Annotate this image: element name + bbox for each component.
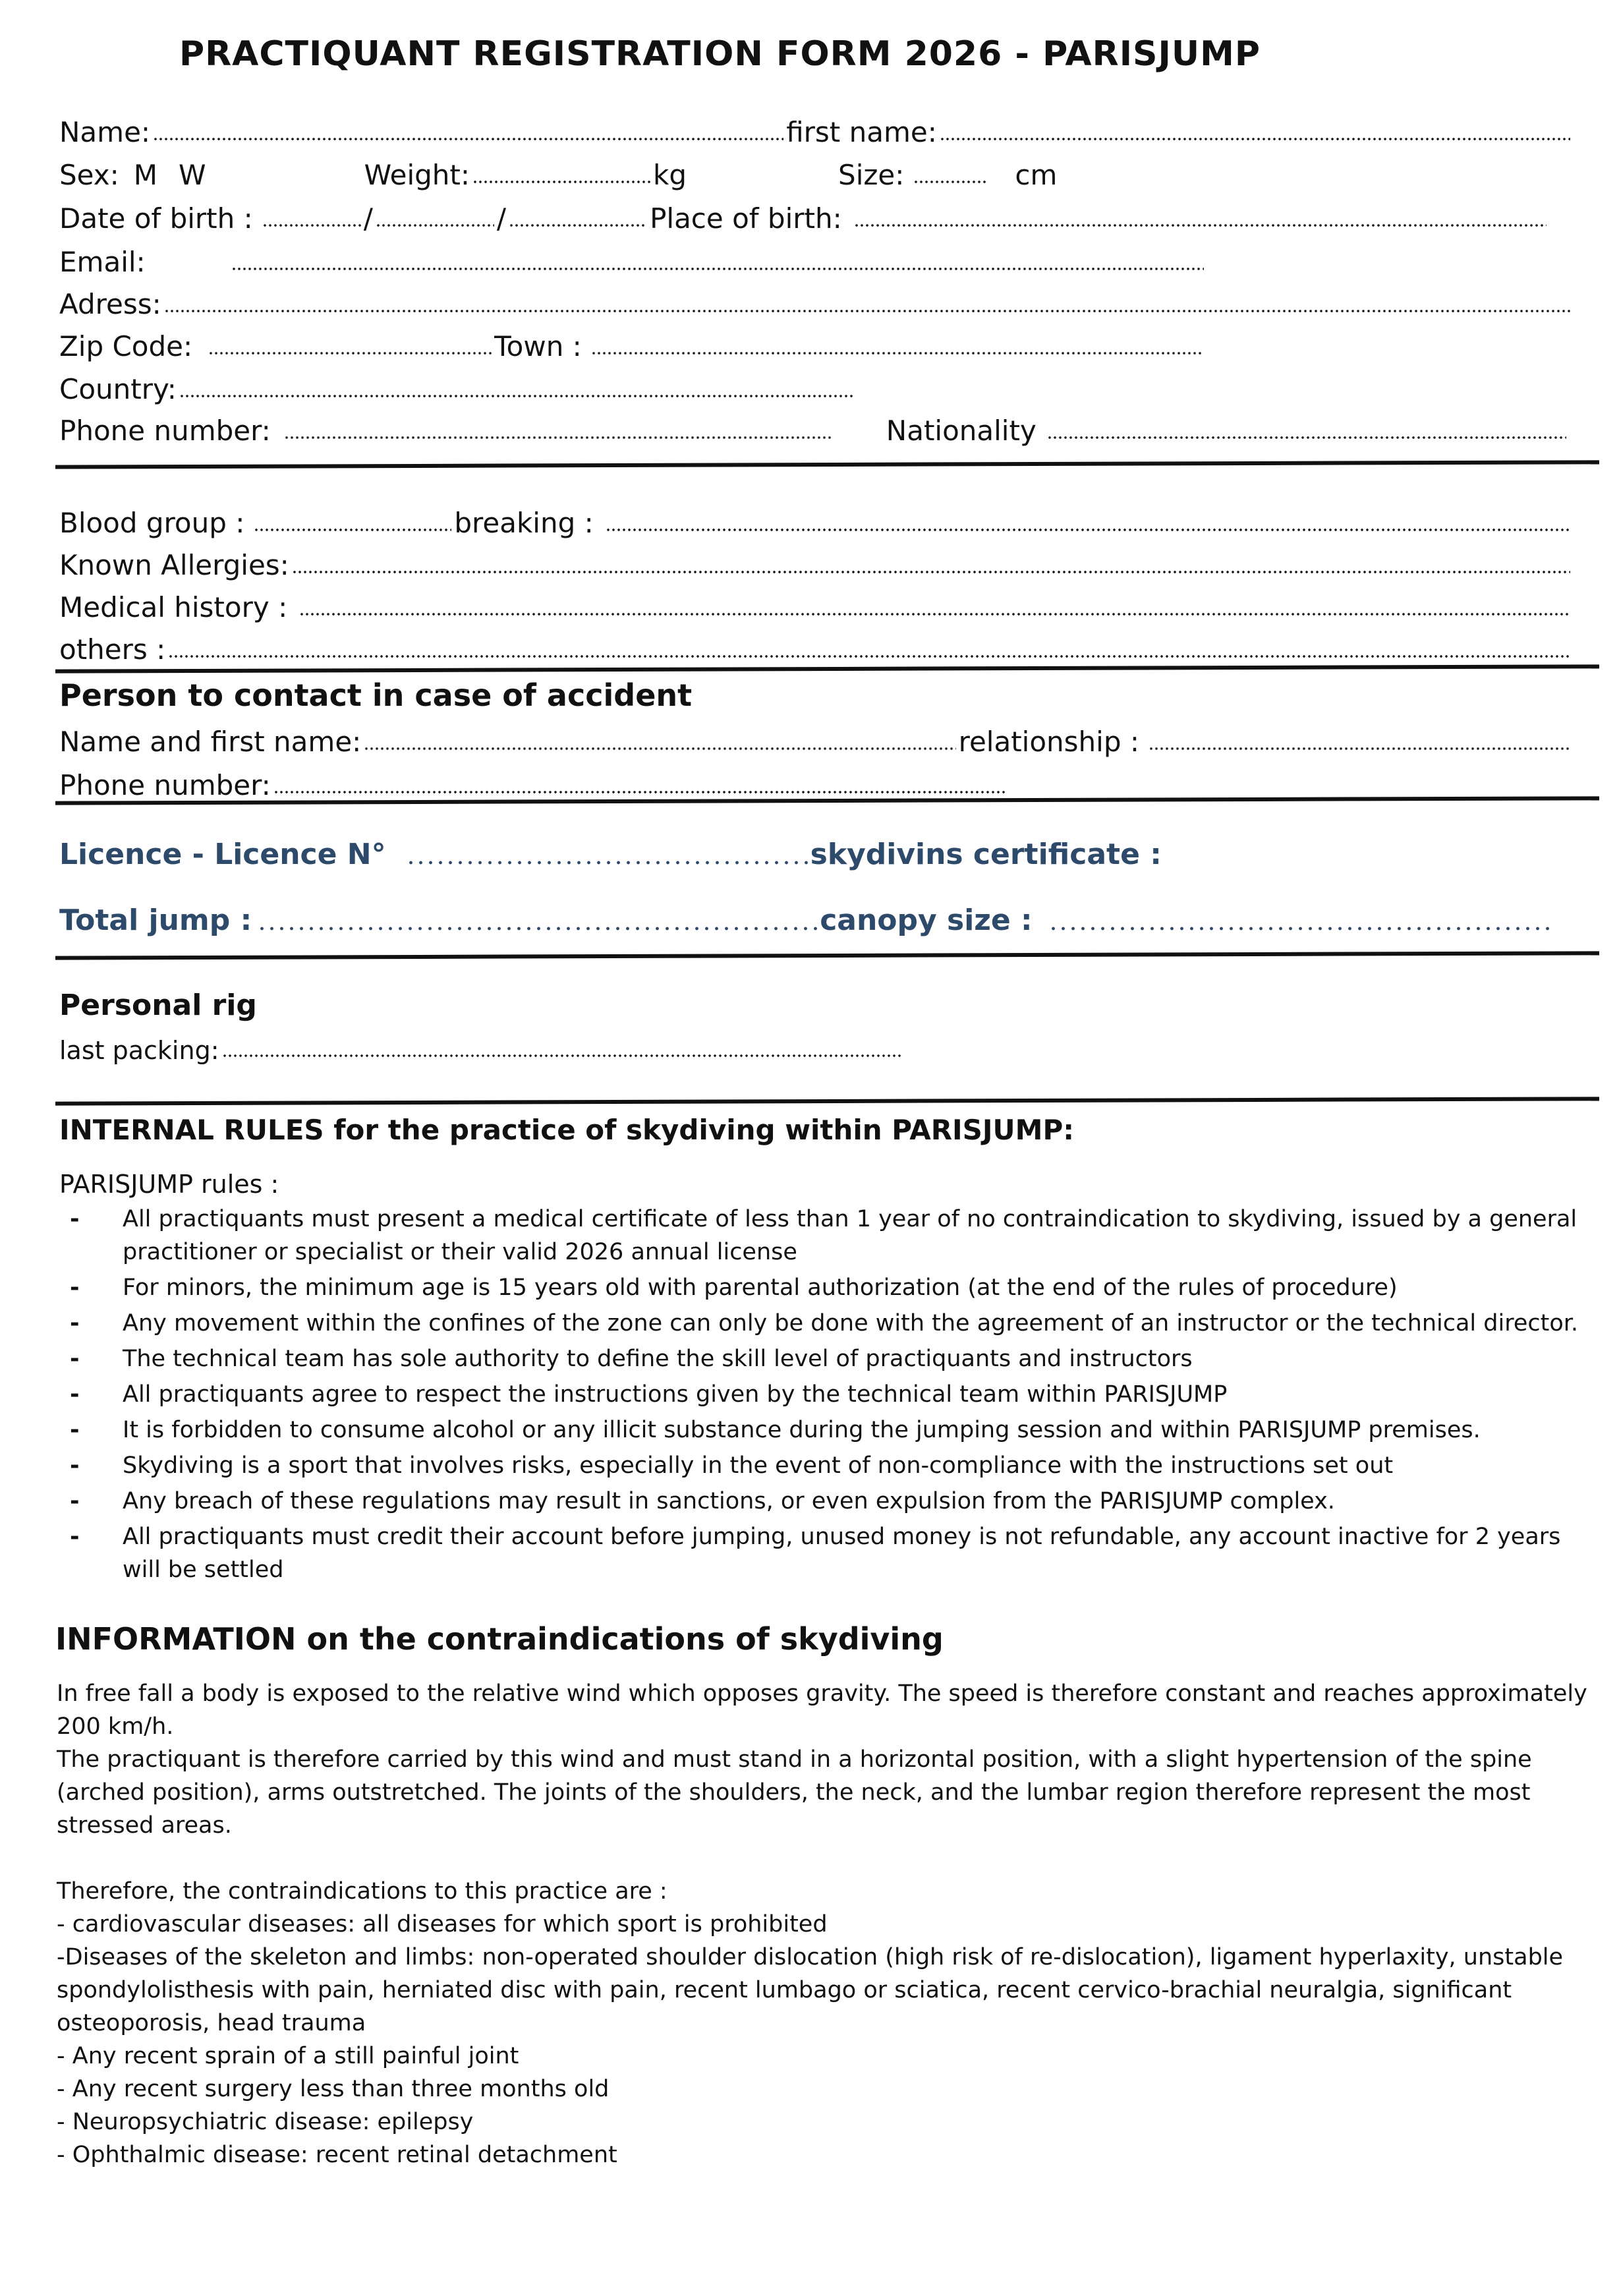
emergency-name-row bbox=[59, 718, 1573, 758]
rule-item: - Any breach of these regulations may result in sanctions, or even expulsion from the PARISJUMP complex. bbox=[63, 1485, 1599, 1518]
information-heading: INFORMATION on the contraindications of skydiving bbox=[55, 1621, 944, 1657]
licence-row bbox=[59, 832, 1573, 871]
sex-option-w[interactable]: W bbox=[179, 159, 206, 191]
address-label: Adress: bbox=[59, 288, 161, 320]
birth-row bbox=[59, 195, 1573, 235]
bullet-dash: - bbox=[70, 1417, 80, 1443]
sex-label: Sex: bbox=[59, 159, 119, 191]
rule-item: - All practiquants must present a medical certificate of less than 1 year of no contraindication to skydiving, issued by a general practitioner or specialist or their valid 2026 annual license bbox=[63, 1203, 1599, 1269]
dob-separator: / bbox=[363, 202, 373, 235]
total-jump-row bbox=[59, 898, 1573, 937]
certificate-label: skydivins certificate : bbox=[810, 838, 1162, 871]
size-label: Size: bbox=[838, 159, 905, 191]
bullet-dash: - bbox=[70, 1275, 80, 1301]
bullet-dash: - bbox=[70, 1381, 80, 1408]
rule-item: - All practiquants must credit their account before jumping, unused money is not refundable, any account inactive for 2 years will be settled bbox=[63, 1520, 1599, 1586]
contraindication-item: - Any recent surgery less than three months old bbox=[57, 2076, 610, 2102]
contraindication-item: - Neuropsychiatric disease: epilepsy bbox=[57, 2109, 474, 2135]
size-unit: cm bbox=[1015, 159, 1058, 191]
rule-item: - For minors, the minimum age is 15 years old with parental authorization (at the end of the rules of procedure) bbox=[63, 1271, 1599, 1304]
emergency-heading: Person to contact in case of accident bbox=[59, 677, 693, 713]
section-divider bbox=[55, 951, 1599, 960]
zip-town-row bbox=[59, 323, 1573, 362]
bullet-dash: - bbox=[70, 1452, 80, 1479]
breaking-label: breaking : bbox=[454, 507, 594, 539]
sex-weight-size-row bbox=[59, 152, 1573, 191]
bullet-dash: - bbox=[70, 1524, 80, 1550]
contraindication-item: - Ophthalmic disease: recent retinal detachment bbox=[57, 2142, 617, 2168]
weight-label: Weight: bbox=[364, 159, 470, 191]
allergies-label: Known Allergies: bbox=[59, 549, 289, 581]
canopy-size-label: canopy size : bbox=[820, 904, 1033, 937]
country-label: Country: bbox=[59, 373, 177, 405]
first-name-field[interactable] bbox=[940, 136, 1570, 142]
rule-item: - It is forbidden to consume alcohol or any illicit substance during the jumping session and within PARISJUMP premises. bbox=[63, 1414, 1599, 1447]
rule-item: - Skydiving is a sport that involves risks, especially in the event of non-compliance with the instructions set out bbox=[63, 1449, 1599, 1482]
place-of-birth-field[interactable] bbox=[854, 223, 1547, 228]
dob-day-field[interactable] bbox=[262, 223, 361, 228]
emergency-phone-label: Phone number: bbox=[59, 769, 271, 801]
bullet-dash: - bbox=[70, 1346, 80, 1372]
relationship-label: relationship : bbox=[958, 726, 1139, 758]
dob-month-field[interactable] bbox=[376, 223, 494, 228]
bullet-dash: - bbox=[70, 1206, 80, 1232]
medical-history-label: Medical history : bbox=[59, 591, 288, 623]
contraindication-item: - Any recent sprain of a still painful joint bbox=[57, 2043, 519, 2069]
town-label: Town : bbox=[494, 330, 582, 362]
breaking-field[interactable] bbox=[606, 527, 1570, 532]
dob-year-field[interactable] bbox=[509, 223, 647, 228]
rule-item: - The technical team has sole authority to define the skill level of practiquants and instructors bbox=[63, 1342, 1599, 1375]
information-body bbox=[57, 1677, 1599, 2171]
emergency-phone-row bbox=[59, 762, 1573, 801]
dob-label: Date of birth : bbox=[59, 202, 253, 235]
total-jump-field[interactable] bbox=[257, 925, 817, 931]
rules-subheading: PARISJUMP rules : bbox=[59, 1170, 279, 1199]
licence-number-field[interactable] bbox=[406, 859, 808, 865]
others-row bbox=[59, 626, 1573, 666]
form-title: PRACTIQUANT REGISTRATION FORM 2026 - PARISJUMP bbox=[179, 34, 1261, 74]
place-of-birth-label: Place of birth: bbox=[650, 202, 842, 235]
blood-group-label: Blood group : bbox=[59, 507, 245, 539]
emergency-name-label: Name and first name: bbox=[59, 726, 362, 758]
phone-label: Phone number: bbox=[59, 415, 271, 447]
last-packing-field[interactable] bbox=[222, 1053, 901, 1058]
rule-item: - Any movement within the confines of the zone can only be done with the agreement of an instructor or the technical director. bbox=[63, 1307, 1599, 1340]
others-field[interactable] bbox=[168, 654, 1570, 659]
blood-group-row bbox=[59, 500, 1573, 539]
email-row bbox=[59, 239, 1573, 278]
last-packing-label: last packing: bbox=[59, 1036, 219, 1065]
info-paragraph: The practiquant is therefore carried by this wind and must stand in a horizontal position, with a slight hypertension of the spine (arched position), arms outstretched. The joints of the shoulders, the neck, and the lumbar region therefore represent the most stressed areas. bbox=[57, 1746, 1532, 1839]
first-name-label: first name: bbox=[786, 116, 937, 148]
info-paragraph: In free fall a body is exposed to the relative wind which opposes gravity. The speed is therefore constant and reaches approximately 200 km/h. bbox=[57, 1680, 1587, 1740]
zip-label: Zip Code: bbox=[59, 330, 193, 362]
section-divider bbox=[55, 1097, 1599, 1105]
medical-history-field[interactable] bbox=[299, 612, 1570, 617]
weight-field[interactable] bbox=[472, 179, 650, 185]
zip-field[interactable] bbox=[208, 351, 492, 356]
nationality-label: Nationality bbox=[886, 415, 1037, 447]
contraindication-item: - cardiovascular diseases: all diseases for which sport is prohibited bbox=[57, 1911, 828, 1937]
allergies-field[interactable] bbox=[292, 569, 1570, 575]
canopy-size-field[interactable] bbox=[1048, 925, 1553, 931]
last-packing-row bbox=[59, 1025, 1573, 1065]
contraindications-intro: Therefore, the contraindications to this practice are : bbox=[57, 1878, 667, 1905]
phone-nationality-row bbox=[59, 407, 1573, 447]
phone-field[interactable] bbox=[284, 435, 831, 440]
emergency-name-field[interactable] bbox=[364, 746, 955, 751]
country-field[interactable] bbox=[179, 393, 855, 399]
address-field[interactable] bbox=[164, 308, 1570, 314]
medical-history-row bbox=[59, 584, 1573, 623]
dob-separator: / bbox=[496, 202, 507, 235]
nationality-field[interactable] bbox=[1047, 435, 1566, 440]
relationship-field[interactable] bbox=[1149, 746, 1570, 751]
weight-unit: kg bbox=[653, 159, 687, 191]
rules-list bbox=[63, 1203, 1599, 1589]
name-row bbox=[59, 109, 1573, 148]
bullet-dash: - bbox=[70, 1310, 80, 1336]
contraindication-item: -Diseases of the skeleton and limbs: non-operated shoulder dislocation (high risk of re-dislocation), ligament hyperlaxity, unstable spondylolisthesis with pain, herniated disc with pain, recent lumbago or sciatica, recent cervico-brachial neuralgia, significant osteoporosis, head trauma bbox=[57, 1944, 1564, 2036]
sex-option-m[interactable]: M bbox=[133, 159, 158, 191]
personal-rig-heading: Personal rig bbox=[59, 989, 257, 1022]
email-field[interactable] bbox=[231, 266, 1204, 272]
rule-item: - All practiquants agree to respect the instructions given by the technical team within PARISJUMP bbox=[63, 1378, 1599, 1411]
email-label: Email: bbox=[59, 246, 146, 278]
allergies-row bbox=[59, 542, 1573, 581]
section-divider bbox=[55, 664, 1599, 673]
section-divider bbox=[55, 460, 1599, 469]
licence-label: Licence - Licence N° bbox=[59, 838, 386, 871]
town-field[interactable] bbox=[591, 351, 1204, 356]
blood-group-field[interactable] bbox=[254, 527, 451, 532]
name-label: Name: bbox=[59, 116, 151, 148]
internal-rules-heading: INTERNAL RULES for the practice of skydiving within PARISJUMP: bbox=[59, 1114, 1075, 1146]
bullet-dash: - bbox=[70, 1488, 80, 1514]
address-row bbox=[59, 281, 1573, 320]
country-row bbox=[59, 366, 1573, 405]
name-field[interactable] bbox=[153, 136, 783, 142]
total-jump-label: Total jump : bbox=[59, 904, 252, 937]
size-field[interactable] bbox=[913, 179, 986, 185]
others-label: others : bbox=[59, 633, 166, 666]
emergency-phone-field[interactable] bbox=[273, 789, 1006, 795]
